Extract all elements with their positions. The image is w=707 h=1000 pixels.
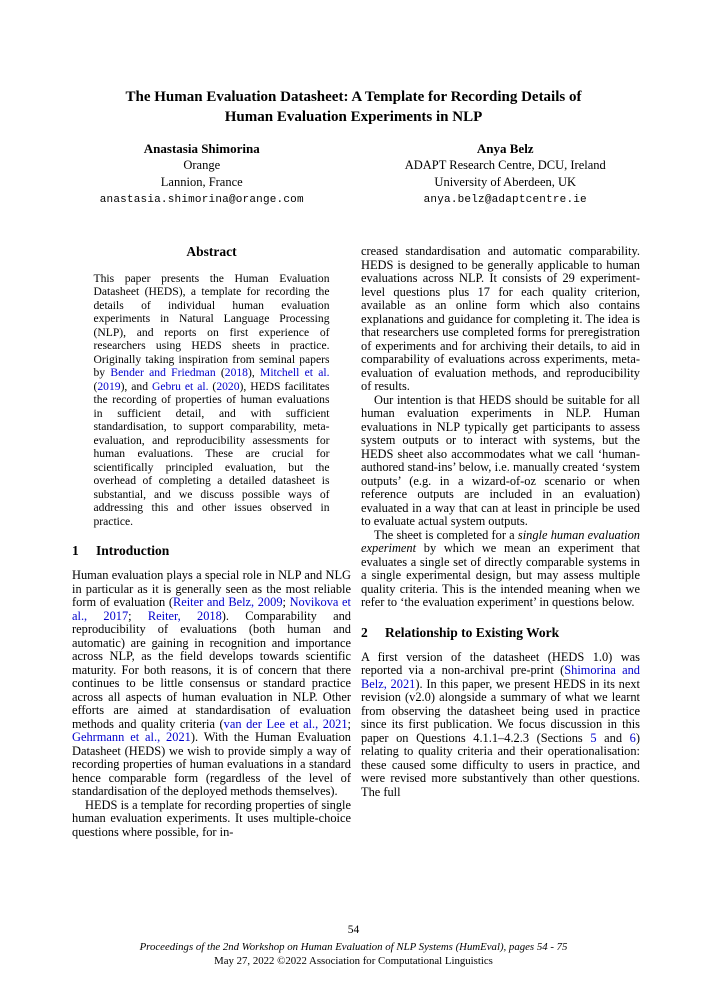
author-name: Anya Belz [476, 141, 534, 156]
text-segment: by which we mean an experiment that evaluates a single set of directly comparable systems in a single experimental design, but may assess multiple quality criteria. This is the intended meaning when we refer to ‘the evaluation experiment’ in questions below. [361, 541, 640, 609]
author-affiliation: Orange [183, 158, 221, 172]
citation-link[interactable]: 2020 [216, 379, 240, 393]
paragraph [361, 529, 640, 610]
section-title: Relationship to Existing Work [385, 624, 560, 640]
text-segment: ). In this paper, we present HEDS in its next revision (v2.0) alongside a summary of what we learnt from observing the datasheet being used in practice since its first publication. We focus discussion in this paper on Questions 4.1.1–4.2.3 (Sections [361, 676, 640, 745]
text-segment: ). Comparability and reproducibility of evaluations (both human and automatic) are gaining in recognition and importance across NLP, as the field develops towards scientific maturity. For both reasons, it is of concern that there continues to be little consensus or standard practice across all aspects of human evaluation in NLP. Other efforts are aimed at standardisation of evaluation methods and quality criteria ( [72, 608, 351, 731]
author-affiliation: University of Aberdeen, UK [434, 175, 577, 189]
text-segment: ; [347, 716, 351, 731]
citation-link[interactable]: Gehrmann et al., 2021 [72, 730, 191, 744]
text-segment: Human evaluation plays a special role in NLP and NLG in particular as it is generally seen as the most reliable form of evaluation ( [72, 568, 351, 609]
text-segment: ; [282, 595, 290, 609]
text-segment: ), HEDS facilitates the recording of properties of human evaluations in sufficient detail, and with sufficient standardisation, to support comparability, meta-evaluation, and reproducibility assessments for human evaluations. These are crucial for scientifically principled evaluation, but the overhead of completing a detailed datasheet is substantial, and we discuss possible ways of addressing this and other issues observed in practice. [93, 379, 330, 528]
citation-link[interactable]: van der Lee et al., 2021 [223, 716, 348, 731]
paragraph [361, 651, 640, 800]
text-segment: This paper presents the Human Evaluation Datasheet (HEDS), a template for recording the details of individual human evaluation experiments in Natural Language Processing (NLP), and reports on first experience of researchers using HEDS sheets in practice. Originally taking inspiration from seminal papers by [93, 271, 330, 379]
text-segment: ). With the Human Evaluation Datasheet (HEDS) we wish to provide simply a way of recording properties of human evaluations in a standard hence comparable form (regardless of the level of standardisation of the deployed methods themselves). [72, 730, 351, 798]
paragraph [361, 394, 640, 529]
two-column-body [0, 245, 707, 839]
left-column [72, 245, 351, 839]
citation-link[interactable]: Novikova et al., 2017 [72, 595, 351, 623]
paragraph [72, 799, 351, 840]
copyright-line: May 27, 2022 ©2022 Association for Computational Linguistics [214, 955, 493, 967]
citation-link[interactable]: 6 [629, 730, 636, 745]
author-affiliation: ADAPT Research Centre, DCU, Ireland [404, 158, 606, 172]
section-title: Introduction [96, 543, 170, 558]
section-number: 2 [361, 624, 368, 640]
author-anya-belz [354, 140, 658, 208]
author-email: anya.belz@adaptcentre.ie [423, 194, 587, 206]
section-2-heading [361, 625, 640, 641]
section-1-heading [72, 543, 351, 559]
paper-title [0, 0, 707, 127]
citation-link[interactable]: Bender and Friedman [110, 366, 216, 379]
text-segment: ), [247, 366, 261, 379]
text-segment: single human evaluation experiment [361, 527, 640, 555]
footer [0, 923, 707, 968]
citation-link[interactable]: Mitchell et al. [260, 366, 330, 379]
text-segment: and [596, 730, 630, 745]
text-segment: ( [93, 379, 98, 393]
citation-link[interactable]: 5 [590, 730, 597, 745]
text-segment: A first version of the datasheet (HEDS 1.0) was reported via a non-archival pre-print ( [361, 649, 640, 677]
text-segment: ( [208, 379, 217, 393]
text-segment: ; [128, 608, 148, 623]
citation-link[interactable]: Shimorina and Belz, 2021 [361, 663, 640, 691]
page-number: 54 [347, 924, 360, 936]
text-segment: creased standardisation and automatic comparability. HEDS is designed to be generally applicable to human evaluations across NLP. It consists of 29 experiment-level questions plus 17 for each quality criterion, available as an online form which also contains explanations and guidance for completing it. The idea is that researchers use completed forms for preregistration of experiments and for archiving their details, to aid in comparability of evaluations across experiments, meta-evaluation of evaluation methods, and reproducibility of results. [361, 244, 640, 393]
citation-link[interactable]: Reiter, 2018 [147, 608, 222, 623]
title-line-2: Human Evaluation Experiments in NLP [224, 109, 483, 125]
citation-link[interactable]: 2018 [224, 366, 248, 379]
text-segment: HEDS is a template for recording properties of single human evaluation experiments. It uses multiple-choice questions where possible, for in- [72, 797, 351, 839]
author-email: anastasia.shimorina@orange.com [99, 194, 304, 206]
authors-block [0, 140, 707, 208]
abstract-heading: Abstract [186, 244, 237, 259]
text-segment: ( [215, 366, 225, 379]
section-number: 1 [72, 543, 79, 558]
paragraph [72, 569, 351, 799]
proceedings-line: Proceedings of the 2nd Workshop on Human Evaluation of NLP Systems (HumEval), pages 54 - 75 [139, 941, 568, 953]
citation-link[interactable]: Gebru et al. [151, 379, 209, 393]
author-anastasia-shimorina [50, 140, 354, 208]
right-column [361, 245, 640, 839]
author-name: Anastasia Shimorina [143, 141, 260, 156]
paragraph [361, 245, 640, 394]
abstract-body [94, 272, 330, 529]
title-line-1: The Human Evaluation Datasheet: A Template for Recording Details of [125, 89, 582, 105]
citation-link[interactable]: Reiter and Belz, 2009 [172, 595, 283, 609]
citation-link[interactable]: 2019 [97, 379, 121, 393]
author-affiliation: Lannion, France [160, 175, 243, 189]
text-segment: ) relating to quality criteria and their operationalisation: these caused some difficulty to users in practice, and were revised more substantively than other questions. The full [361, 730, 640, 799]
text-segment: ), and [120, 379, 152, 393]
text-segment: The sheet is completed for a [374, 527, 518, 542]
text-segment: Our intention is that HEDS should be suitable for all human evaluation experiments in NLP. Human evaluations in NLP typically get participants to assess system outputs or to interact with systems, but the HEDS sheet also accommodates what we call ‘human-authored stand-ins’ below, i.e. manually created ‘system outputs’ (e.g. in a wizard-of-oz scenario or when reference outputs are included in an evaluation) evaluated in a way that can at least in principle be used to evaluate actual system outputs. [361, 392, 640, 528]
